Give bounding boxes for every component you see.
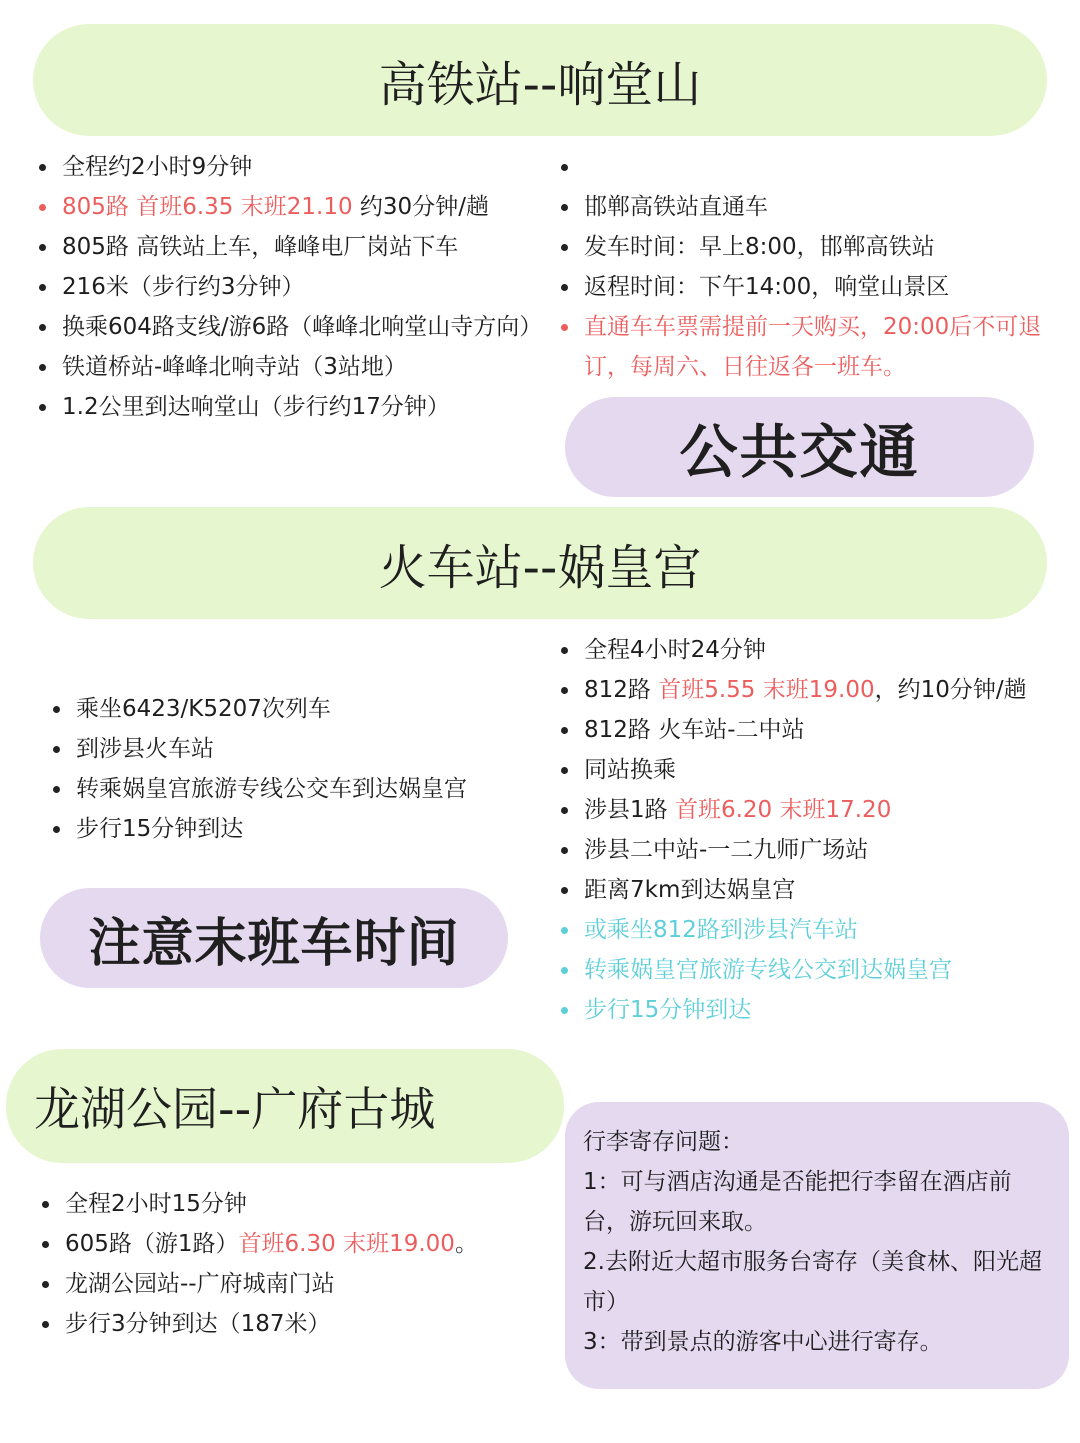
ticket-notice: 直通车车票需提前一天购买，20:00后不可退订，每周六、日往返各一班车。 xyxy=(584,314,1042,380)
list-item: 805路 高铁站上车，峰峰电厂岗站下车 xyxy=(38,227,552,267)
panel-line: 2.去附近大超市服务台寄存（美食林、阳光超市） xyxy=(583,1249,1042,1315)
panel-line: 1：可与酒店沟通是否能把行李留在酒店前台，游玩回来取。 xyxy=(583,1169,1012,1235)
sentence-end: 。 xyxy=(454,1231,478,1257)
panel-title: 行李寄存问题： xyxy=(583,1129,744,1155)
list-item xyxy=(560,790,1027,830)
panel-line: 3：带到景点的游客中心进行寄存。 xyxy=(583,1329,943,1355)
direct-shuttle-list xyxy=(560,147,1054,387)
alt-route-text: 步行15分钟到达 xyxy=(584,997,752,1023)
longhu-route-list xyxy=(41,1184,478,1344)
section-title: 高铁站--响堂山 xyxy=(378,56,702,113)
first-bus-time: 首班6.35 xyxy=(136,194,234,220)
list-item: 同站换乘 xyxy=(560,750,1027,790)
train-route-list xyxy=(52,689,467,849)
bus-route: 805路 xyxy=(62,194,129,220)
list-item: 铁道桥站-峰峰北响寺站（3站地） xyxy=(38,347,552,387)
section-header-train-station xyxy=(33,507,1047,619)
list-item: 返程时间：下午14:00，响堂山景区 xyxy=(560,267,1054,307)
list-item: 全程4小时24分钟 xyxy=(560,630,1027,670)
list-item: 步行3分钟到达（187米） xyxy=(41,1304,478,1344)
alt-route-text: 转乘娲皇宫旅游专线公交到达娲皇宫 xyxy=(584,957,952,983)
last-bus-time: 末班19.00 xyxy=(762,677,875,703)
last-bus-time: 末班21.10 xyxy=(240,194,353,220)
list-item xyxy=(560,147,1054,187)
list-item xyxy=(560,910,1027,950)
last-bus-time: 末班19.00 xyxy=(343,1231,455,1257)
bus-interval: ，约10分钟/趟 xyxy=(874,677,1027,703)
list-item xyxy=(560,950,1027,990)
list-item: 涉县二中站-一二九师广场站 xyxy=(560,830,1027,870)
badge-text: 注意末班车时间 xyxy=(88,913,460,974)
badge-text: 公共交通 xyxy=(679,418,920,486)
list-item: 全程2小时15分钟 xyxy=(41,1184,478,1224)
list-item: 812路 火车站-二中站 xyxy=(560,710,1027,750)
bus-route: 涉县1路 xyxy=(584,797,668,823)
first-bus-time: 首班6.20 xyxy=(674,797,773,823)
list-item: 换乘604路支线/游6路（峰峰北响堂山寺方向） xyxy=(38,307,552,347)
bus-route-list xyxy=(560,630,1027,1030)
list-item xyxy=(560,670,1027,710)
list-item: 距离7km到达娲皇宫 xyxy=(560,870,1027,910)
last-bus-time: 末班17.20 xyxy=(779,797,892,823)
list-item: 龙湖公园站--广府城南门站 xyxy=(41,1264,478,1304)
first-bus-time: 首班6.30 xyxy=(238,1231,336,1257)
badge-last-bus-warning xyxy=(40,888,508,988)
list-item: 发车时间：早上8:00，邯郸高铁站 xyxy=(560,227,1054,267)
list-item: 216米（步行约3分钟） xyxy=(38,267,552,307)
bus-route: 605路（游1路） xyxy=(65,1231,239,1257)
list-item xyxy=(560,990,1027,1030)
section-header-longhu-park xyxy=(6,1049,564,1163)
list-item: 到涉县火车站 xyxy=(52,729,467,769)
route-steps-list xyxy=(38,147,552,427)
alt-route-text: 或乘坐812路到涉县汽车站 xyxy=(584,917,858,943)
luggage-storage-panel xyxy=(565,1102,1069,1389)
list-item: 邯郸高铁站直通车 xyxy=(560,187,1054,227)
badge-public-transport xyxy=(565,397,1034,497)
section-title: 火车站--娲皇宫 xyxy=(378,539,702,596)
list-item: 转乘娲皇宫旅游专线公交车到达娲皇宫 xyxy=(52,769,467,809)
section-title: 龙湖公园--广府古城 xyxy=(34,1082,436,1136)
section-header-high-speed-rail xyxy=(33,24,1047,136)
list-item: 全程约2小时9分钟 xyxy=(38,147,552,187)
first-bus-time: 首班5.55 xyxy=(658,677,756,703)
list-item xyxy=(41,1224,478,1264)
bus-route: 812路 xyxy=(584,677,651,703)
list-item: 步行15分钟到达 xyxy=(52,809,467,849)
list-item: 1.2公里到达响堂山（步行约17分钟） xyxy=(38,387,552,427)
bus-interval: 约30分钟/趟 xyxy=(359,194,489,220)
list-item: 乘坐6423/K5207次列车 xyxy=(52,689,467,729)
list-item xyxy=(560,307,1054,387)
list-item xyxy=(38,187,552,227)
